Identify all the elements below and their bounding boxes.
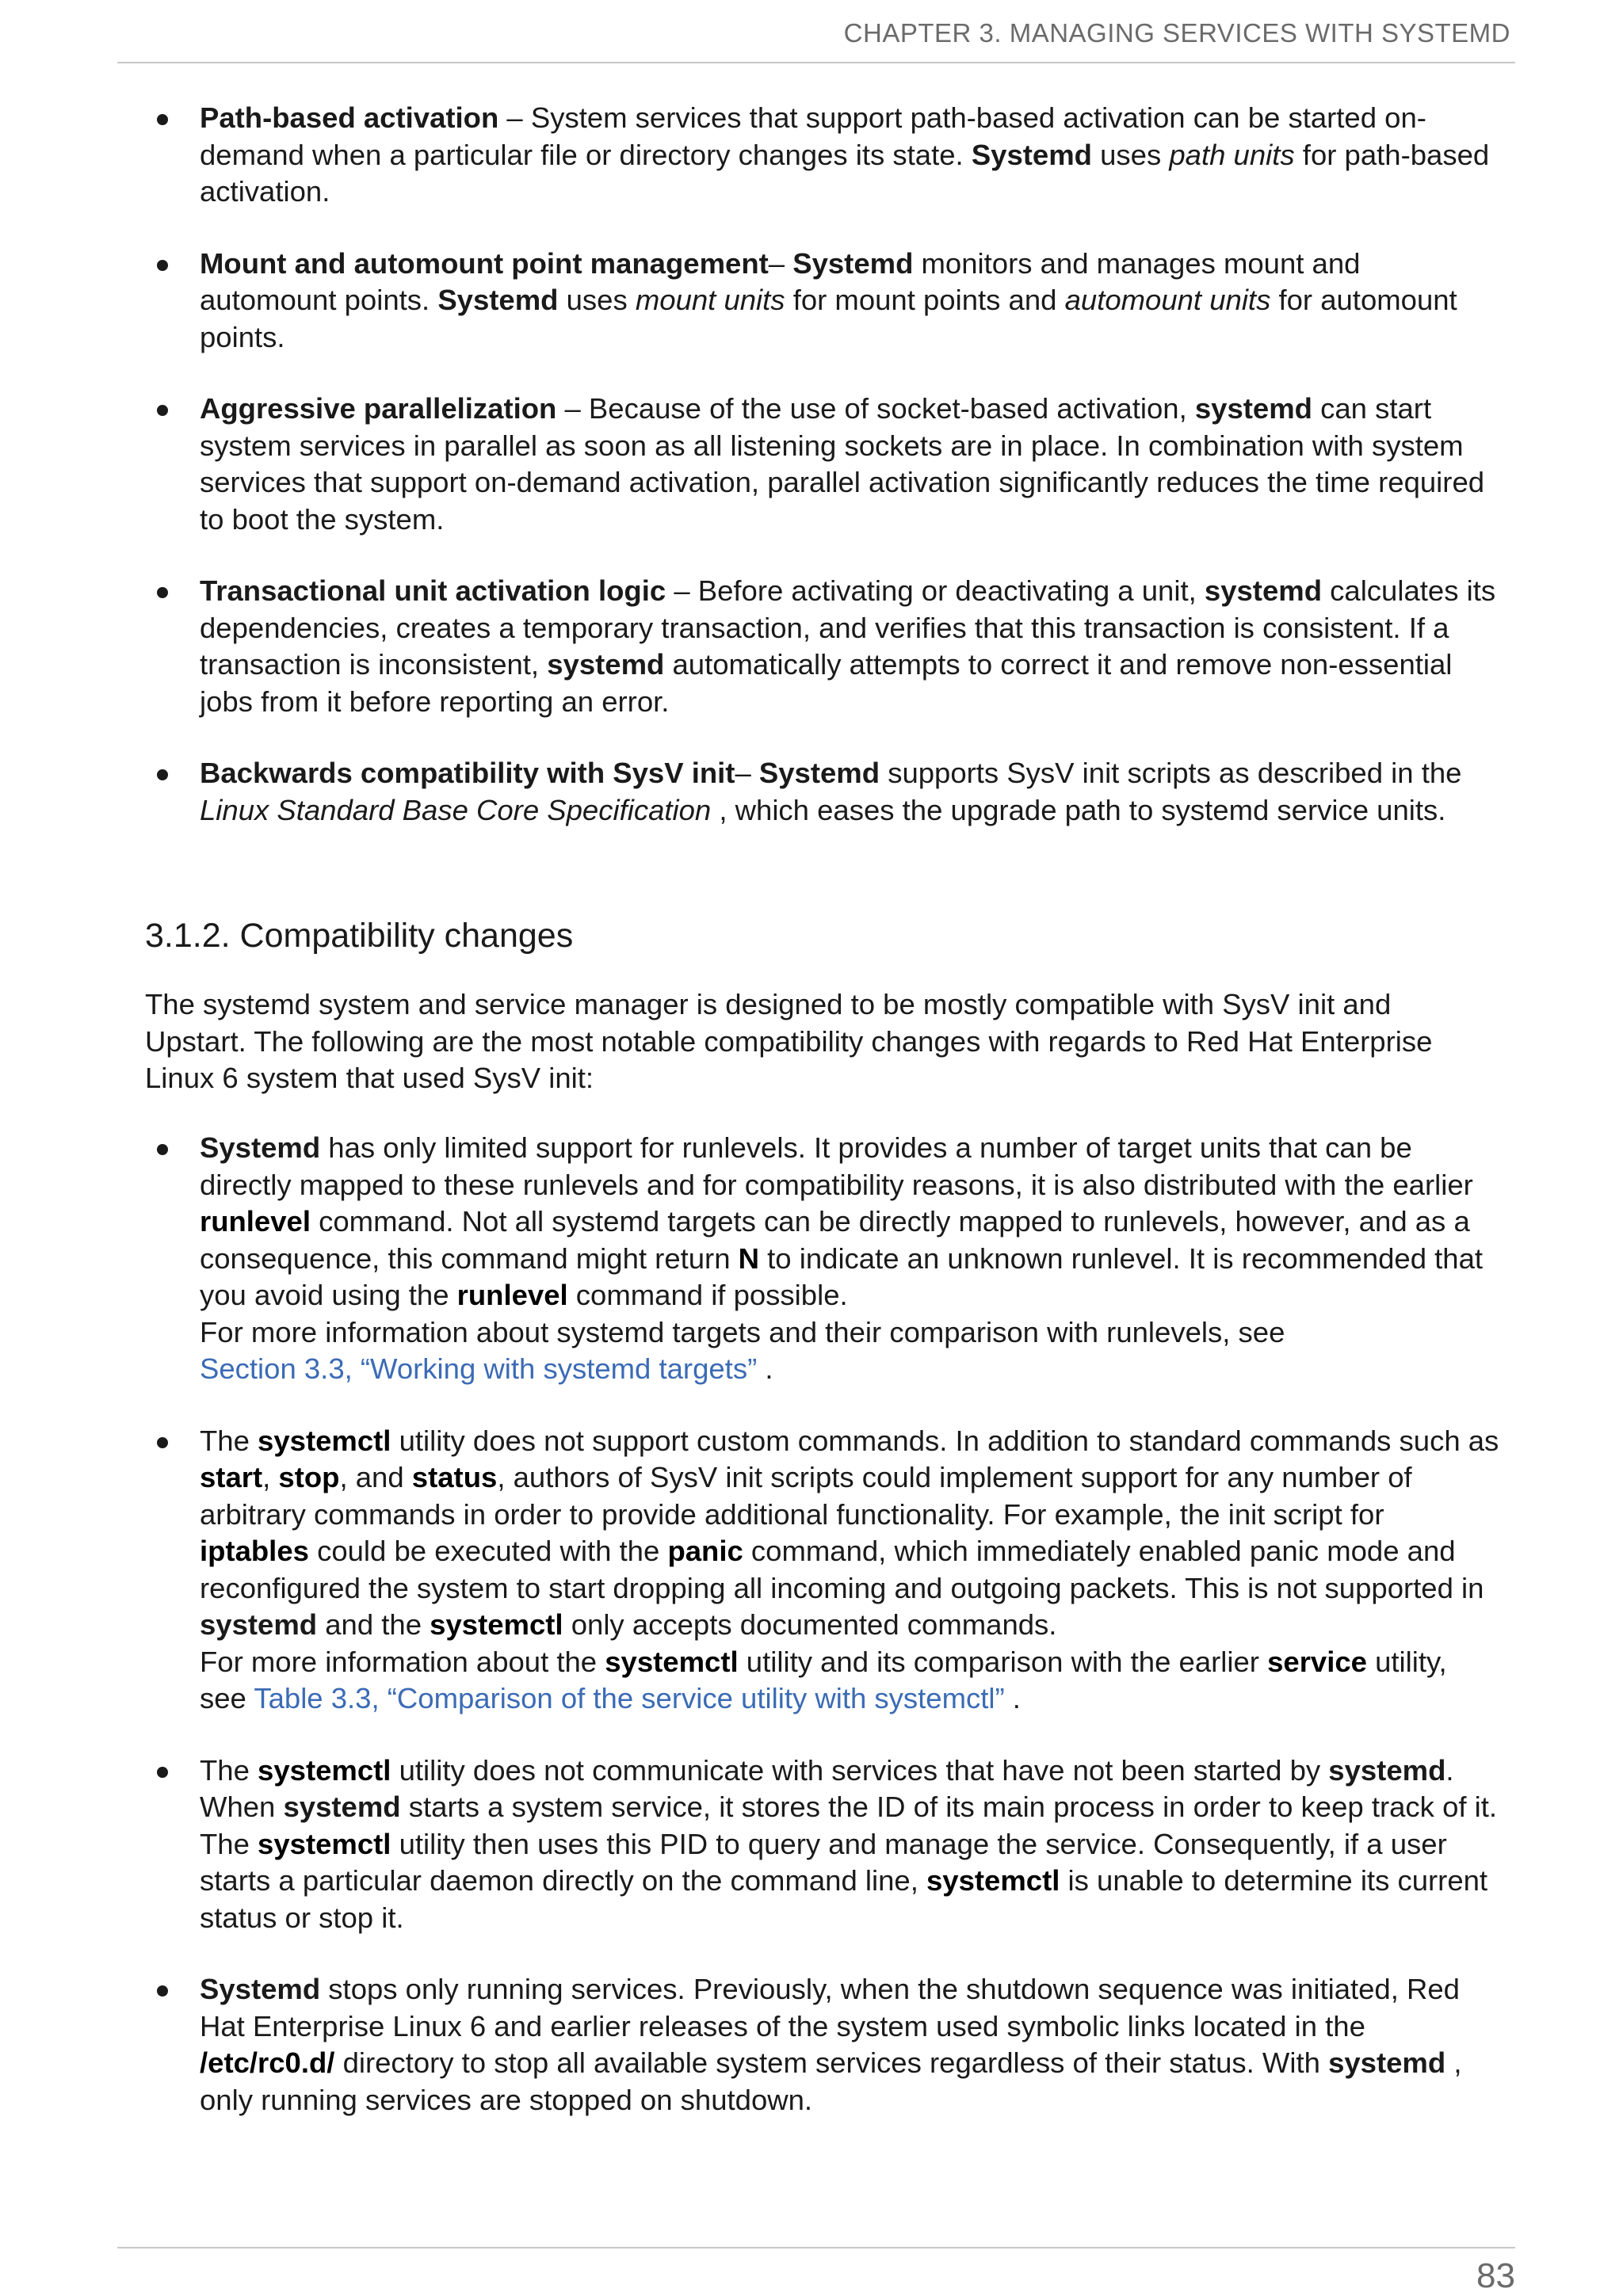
text: . bbox=[757, 1352, 773, 1385]
text-bold: Systemd bbox=[200, 1131, 321, 1164]
text: could be executed with the bbox=[308, 1535, 668, 1567]
text: The bbox=[200, 1753, 258, 1787]
features-list bbox=[200, 100, 1499, 864]
list-item bbox=[200, 1971, 1499, 2119]
command-name: service bbox=[1267, 1645, 1367, 1678]
text: for automount points. bbox=[200, 284, 1457, 353]
command-name: runlevel bbox=[200, 1205, 311, 1238]
changes-list bbox=[200, 1130, 1499, 2153]
text: has only limited support for runlevels. It provides a number of target units that can be directly mapped to these runlevels and for compatibility reasons, it is also distributed with the earlier bbox=[200, 1131, 1473, 1201]
text: utility does not support custom commands. In addition to standard commands such as bbox=[391, 1424, 1499, 1457]
text: For more information about the bbox=[200, 1645, 605, 1678]
text: for mount points and bbox=[785, 284, 1065, 316]
list-item bbox=[200, 100, 1499, 211]
command-name: systemctl bbox=[258, 1753, 391, 1787]
command-name: systemctl bbox=[926, 1864, 1060, 1897]
feature-term: Aggressive parallelization bbox=[200, 392, 557, 425]
feature-term: Transactional unit activation logic bbox=[200, 574, 666, 607]
section-intro: The systemd system and service manager is designed to be mostly compatible with SysV init and Upstart. The following are the most notable compatibility changes with regards to Red Hat Enterprise Linux 6 system that used SysV init: bbox=[145, 988, 1433, 1094]
text: uses bbox=[558, 284, 636, 316]
text-bold: Systemd bbox=[971, 138, 1092, 171]
text: monitors and manages mount and automount points. bbox=[200, 246, 1361, 316]
list-item bbox=[200, 246, 1499, 357]
text: command, which immediately enabled panic mode and reconfigured the system to start dropping all incoming and outgoing packets. This is not supported in bbox=[200, 1535, 1484, 1604]
text-bold: systemd bbox=[547, 648, 665, 681]
text-bold: systemd bbox=[283, 1791, 401, 1823]
text: , and bbox=[339, 1461, 412, 1493]
text: calculates its dependencies, creates a temporary transaction, and verifies that this transaction is consistent. If a transaction is inconsistent, bbox=[200, 574, 1496, 681]
cross-reference-link[interactable]: Section 3.3, “Working with systemd targets” bbox=[200, 1352, 758, 1385]
text-bold: Systemd bbox=[792, 246, 914, 280]
command-name: iptables bbox=[200, 1535, 309, 1567]
text: utility, see bbox=[200, 1645, 1447, 1714]
text: stops only running services. Previously, when the shutdown sequence was initiated, Red Hat Enterprise Linux 6 and earlier releases of the system used symbolic links located in the bbox=[200, 1973, 1460, 2042]
footer-rule bbox=[117, 2247, 1515, 2248]
text: supports SysV init scripts as described in the bbox=[880, 757, 1462, 789]
text: only accepts documented commands. bbox=[563, 1608, 1057, 1641]
feature-term: Backwards compatibility with SysV init bbox=[200, 757, 735, 789]
text-bold: systemd bbox=[200, 1608, 318, 1641]
text: , only running services are stopped on shutdown. bbox=[200, 2046, 1462, 2116]
command-name: systemctl bbox=[258, 1424, 391, 1457]
page-number: 83 bbox=[1476, 2256, 1515, 2295]
text: for path-based activation. bbox=[200, 138, 1490, 208]
command-name: panic bbox=[667, 1535, 743, 1567]
text: – System services that support path-based activation can be started on-demand when a particular file or directory changes its state. bbox=[200, 101, 1426, 171]
command-name: status bbox=[411, 1461, 498, 1493]
text-bold: Systemd bbox=[758, 757, 880, 789]
command-name: stop bbox=[278, 1461, 340, 1493]
text: . When bbox=[200, 1753, 1454, 1823]
text: utility does not communicate with services that have not been started by bbox=[391, 1753, 1329, 1787]
text: uses bbox=[1091, 138, 1170, 171]
list-item bbox=[200, 1130, 1499, 1388]
text: , bbox=[262, 1461, 279, 1493]
text-bold: Systemd bbox=[200, 1973, 321, 2005]
list-item bbox=[200, 1423, 1499, 1718]
text-bold: systemd bbox=[1204, 574, 1322, 607]
text-italic: mount units bbox=[635, 284, 785, 316]
command-name: start bbox=[200, 1461, 263, 1493]
text-bold: Systemd bbox=[437, 284, 559, 316]
text: – bbox=[735, 757, 759, 789]
text: command. Not all systemd targets can be directly mapped to runlevels, however, and as a consequence, this command might return bbox=[200, 1205, 1470, 1275]
text: – bbox=[768, 246, 793, 280]
text-italic: automount units bbox=[1064, 284, 1271, 316]
text: is unable to determine its current status or stop it. bbox=[200, 1864, 1488, 1934]
text-bold: systemd bbox=[1328, 1753, 1446, 1787]
command-name: systemctl bbox=[605, 1645, 739, 1678]
command-name: runlevel bbox=[456, 1279, 568, 1311]
list-item bbox=[200, 573, 1499, 720]
text: , authors of SysV init scripts could implement support for any number of arbitrary commands in order to provide additional functionality. For example, the init script for bbox=[200, 1461, 1412, 1531]
text: starts a system service, it stores the ID of its main process in order to keep track of it. The bbox=[200, 1791, 1498, 1860]
list-item bbox=[200, 755, 1499, 829]
text: command if possible. bbox=[567, 1279, 848, 1311]
text-bold: systemd bbox=[1328, 2046, 1446, 2079]
text: automatically attempts to correct it and remove non-essential jobs from it before reporting an error. bbox=[200, 648, 1453, 718]
feature-term: Mount and automount point management bbox=[200, 246, 769, 280]
list-item bbox=[200, 1753, 1499, 1937]
text-bold: systemd bbox=[1194, 392, 1312, 425]
feature-term: Path-based activation bbox=[200, 101, 499, 134]
text: . bbox=[1004, 1682, 1021, 1714]
text: , which eases the upgrade path to systemd service units. bbox=[711, 793, 1446, 826]
text: – Before activating or deactivating a unit, bbox=[666, 574, 1205, 607]
command-name: systemctl bbox=[258, 1827, 391, 1860]
text: can start system services in parallel as soon as all listening sockets are in place. In combination with system services that support on-demand activation, parallel activation significantly reduces the time required to boot the system. bbox=[200, 392, 1485, 536]
text: For more information about systemd targets and their comparison with runlevels, see bbox=[200, 1315, 1285, 1348]
cross-reference-link[interactable]: Table 3.3, “Comparison of the service utility with systemctl” bbox=[254, 1682, 1005, 1714]
running-header: CHAPTER 3. MANAGING SERVICES WITH SYSTEMD bbox=[117, 14, 1515, 63]
list-item bbox=[200, 391, 1499, 538]
section-heading: 3.1.2. Compatibility changes bbox=[145, 917, 574, 955]
command-name: N bbox=[738, 1241, 760, 1275]
text: The bbox=[200, 1424, 258, 1457]
path-name: /etc/rc0.d/ bbox=[200, 2046, 335, 2079]
command-name: systemctl bbox=[430, 1608, 563, 1641]
text: utility then uses this PID to query and manage the service. Consequently, if a user starts a particular daemon directly on the command line, bbox=[200, 1827, 1447, 1897]
text: and the bbox=[317, 1608, 430, 1641]
text: – Because of the use of socket-based activation, bbox=[556, 392, 1195, 425]
text-italic: path units bbox=[1169, 138, 1295, 171]
text: to indicate an unknown runlevel. It is recommended that you avoid using the bbox=[200, 1241, 1484, 1311]
text: utility and its comparison with the earlier bbox=[738, 1645, 1268, 1678]
text-italic: Linux Standard Base Core Specification bbox=[200, 793, 712, 826]
text: directory to stop all available system services regardless of their status. With bbox=[334, 2046, 1329, 2079]
